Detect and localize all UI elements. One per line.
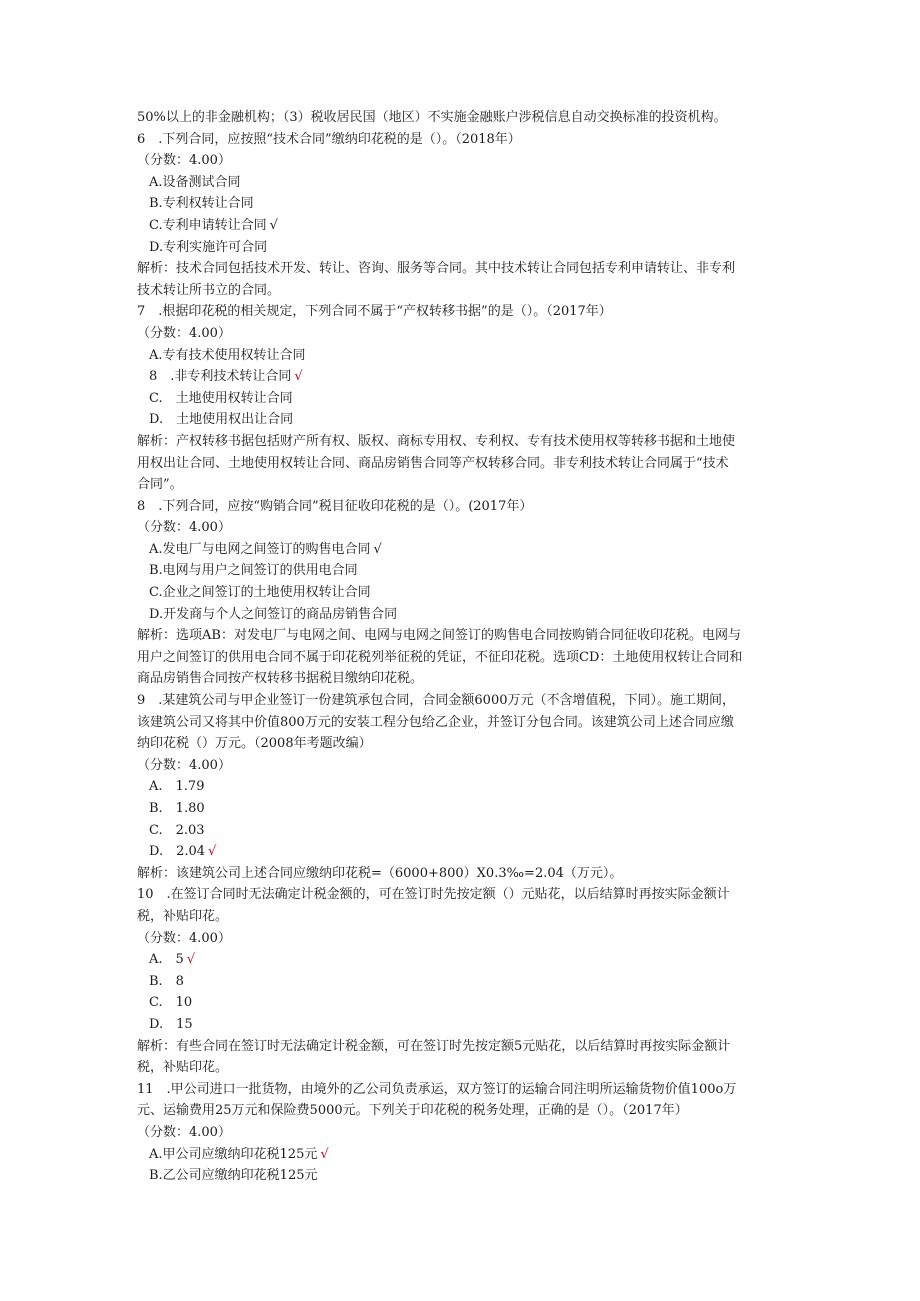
- document-page: [137, 107, 787, 1187]
- option-text: B. 1.80: [149, 801, 205, 816]
- answer-option: [137, 582, 787, 604]
- option-text: D.开发商与个人之间签订的商品房销售合同: [149, 606, 398, 622]
- answer-option: [137, 949, 787, 971]
- option-text: B.专利权转让合同: [149, 196, 254, 212]
- correct-mark-icon: √: [208, 844, 217, 860]
- answer-option: [137, 1144, 787, 1166]
- answer-option: [137, 604, 787, 626]
- option-text: C.企业之间签订的土地使用权转让合同: [149, 585, 371, 601]
- answer-option: [137, 215, 787, 237]
- analysis-text: 解析：有些合同在签订时无法确定计税金额，可在签订时先按定额5元贴花，以后结算时再按实际金额计: [137, 1038, 731, 1054]
- question-block: [137, 690, 787, 884]
- question-stem: 11 .甲公司进口一批货物，由境外的乙公司负责承运，双方签订的运输合同注明所运输货物价值100o万: [137, 1081, 737, 1097]
- option-text: C. 2.03: [149, 822, 205, 838]
- answer-option: [137, 409, 787, 431]
- answer-option: [137, 193, 787, 215]
- answer-option: [137, 237, 787, 259]
- option-text: A.发电厂与电网之间签订的购售电合同: [149, 541, 371, 557]
- option-text: D. 土地使用权出让合同: [149, 412, 294, 428]
- question-block: [137, 129, 787, 302]
- question-stem: 8 .下列合同，应按“购销合同”税目征收印花税的是（）。(2017年）: [137, 498, 533, 514]
- option-text: 8 .非专利技术转让合同: [149, 369, 292, 385]
- answer-option: [137, 820, 787, 842]
- answer-option: [137, 560, 787, 582]
- analysis-text: 解析：技术合同包括技术开发、转让、咨询、服务等合同。其中技术转让合同包括专利申请转让、非专利: [137, 261, 736, 277]
- option-text: A. 5: [149, 952, 184, 968]
- question-stem: 该建筑公司又将其中价值800万元的安装工程分包给乙企业，并签订分包合同。该建筑公司上述合同应缴: [137, 714, 734, 730]
- answer-option: [137, 776, 787, 798]
- option-text: B.电网与用户之间签订的供用电合同: [149, 563, 358, 579]
- option-text: A. 1.79: [149, 779, 205, 795]
- question-stem: 6 .下列合同，应按照“技术合同”缴纳印花税的是（）。（2018年）: [137, 131, 521, 147]
- analysis-text: 解析：该建筑公司上述合同应缴纳印花税=（6000+800）X0.3‰=2.04（万元）。: [137, 865, 623, 881]
- intro-text: 50%以上的非金融机构；（3）税收居民国（地区）不实施金融账户涉税信息自动交换标准的投资机构。: [137, 110, 727, 125]
- correct-mark-icon: √: [294, 369, 303, 385]
- question-score: （分数：4.00）: [137, 1124, 231, 1140]
- question-score: （分数：4.00）: [137, 325, 231, 341]
- option-text: D. 15: [149, 1016, 193, 1032]
- question-block: [137, 301, 787, 495]
- option-text: A.设备测试合同: [149, 174, 241, 190]
- analysis-text: 合同”。: [137, 477, 183, 493]
- option-text: C. 土地使用权转让合同: [149, 390, 293, 406]
- option-text: B. 8: [149, 973, 184, 989]
- answer-option: [137, 1165, 787, 1187]
- correct-mark-icon: √: [373, 541, 382, 557]
- question-stem: 元、运输费用25万元和保险费5000元。下列关于印花税的税务处理，正确的是（）。（2017年）: [137, 1103, 688, 1119]
- correct-mark-icon: √: [320, 1146, 329, 1162]
- correct-mark-icon: √: [186, 952, 196, 968]
- answer-option: [137, 992, 787, 1014]
- answer-option: [137, 388, 787, 410]
- option-text: A.甲公司应缴纳印花税125元: [149, 1146, 318, 1162]
- question-stem: 税，补贴印花。: [137, 908, 229, 924]
- question-score: （分数：4.00）: [137, 757, 231, 773]
- question-block: [137, 884, 787, 1078]
- answer-option: [137, 172, 787, 194]
- analysis-text: 用权出让合同、土地使用权转让合同、商品房销售合同等产权转移合同。非专利技术转让合同属于“技术: [137, 455, 729, 471]
- question-score: （分数：4.00）: [137, 930, 231, 946]
- option-text: B.乙公司应缴纳印花税125元: [149, 1168, 318, 1184]
- question-score: （分数：4.00）: [137, 153, 231, 169]
- analysis-text: 解析：产权转移书据包括财产所有权、版权、商标专用权、专利权、专有技术使用权等转移书据和土地使: [137, 433, 736, 449]
- question-stem: 10 .在签订合同时无法确定计税金额的，可在签订时先按定额（）元贴花，以后结算时再按实际金额计: [137, 887, 730, 903]
- answer-option: [137, 1014, 787, 1036]
- question-block: [137, 496, 787, 690]
- analysis-text: 商品房销售合同按产权转移书据税目缴纳印花税。: [137, 671, 424, 687]
- question-stem: 7 .根据印花税的相关规定，下列合同不属于“产权转移书据”的是（）。（2017年）: [137, 304, 612, 320]
- option-text: D.专利实施许可合同: [149, 239, 268, 255]
- option-text: C.专利申请转让合同: [149, 217, 267, 233]
- analysis-text: 技术转让所书立的合同。: [137, 282, 281, 298]
- question-score: （分数：4.00）: [137, 520, 231, 536]
- option-text: D. 2.04: [149, 844, 206, 860]
- question-stem: 9 .某建筑公司与甲企业签订一份建筑承包合同，合同金额6000万元（不含增值税，下同）。施工期间，: [137, 693, 735, 709]
- correct-mark-icon: √: [269, 217, 278, 233]
- answer-option: [137, 345, 787, 367]
- analysis-text: 用户之间签订的供用电合同不属于印花税列举征税的凭证，不征印花税。选项CD：土地使用权转让合同和: [137, 649, 743, 665]
- question-stem: 纳印花税（）万元。（2008年考题改编）: [137, 736, 372, 752]
- answer-option: [137, 366, 787, 388]
- answer-option: [137, 971, 787, 993]
- answer-option: [137, 841, 787, 863]
- answer-option: [137, 798, 787, 820]
- analysis-text: 税，补贴印花。: [137, 1060, 229, 1076]
- analysis-text: 解析：选项AB：对发电厂与电网之间、电网与电网之间签订的购售电合同按购销合同征收印花税。电网与: [137, 628, 741, 644]
- question-block: [137, 1079, 787, 1187]
- option-text: A.专有技术使用权转让合同: [149, 347, 306, 363]
- option-text: C. 10: [149, 995, 193, 1011]
- answer-option: [137, 539, 787, 561]
